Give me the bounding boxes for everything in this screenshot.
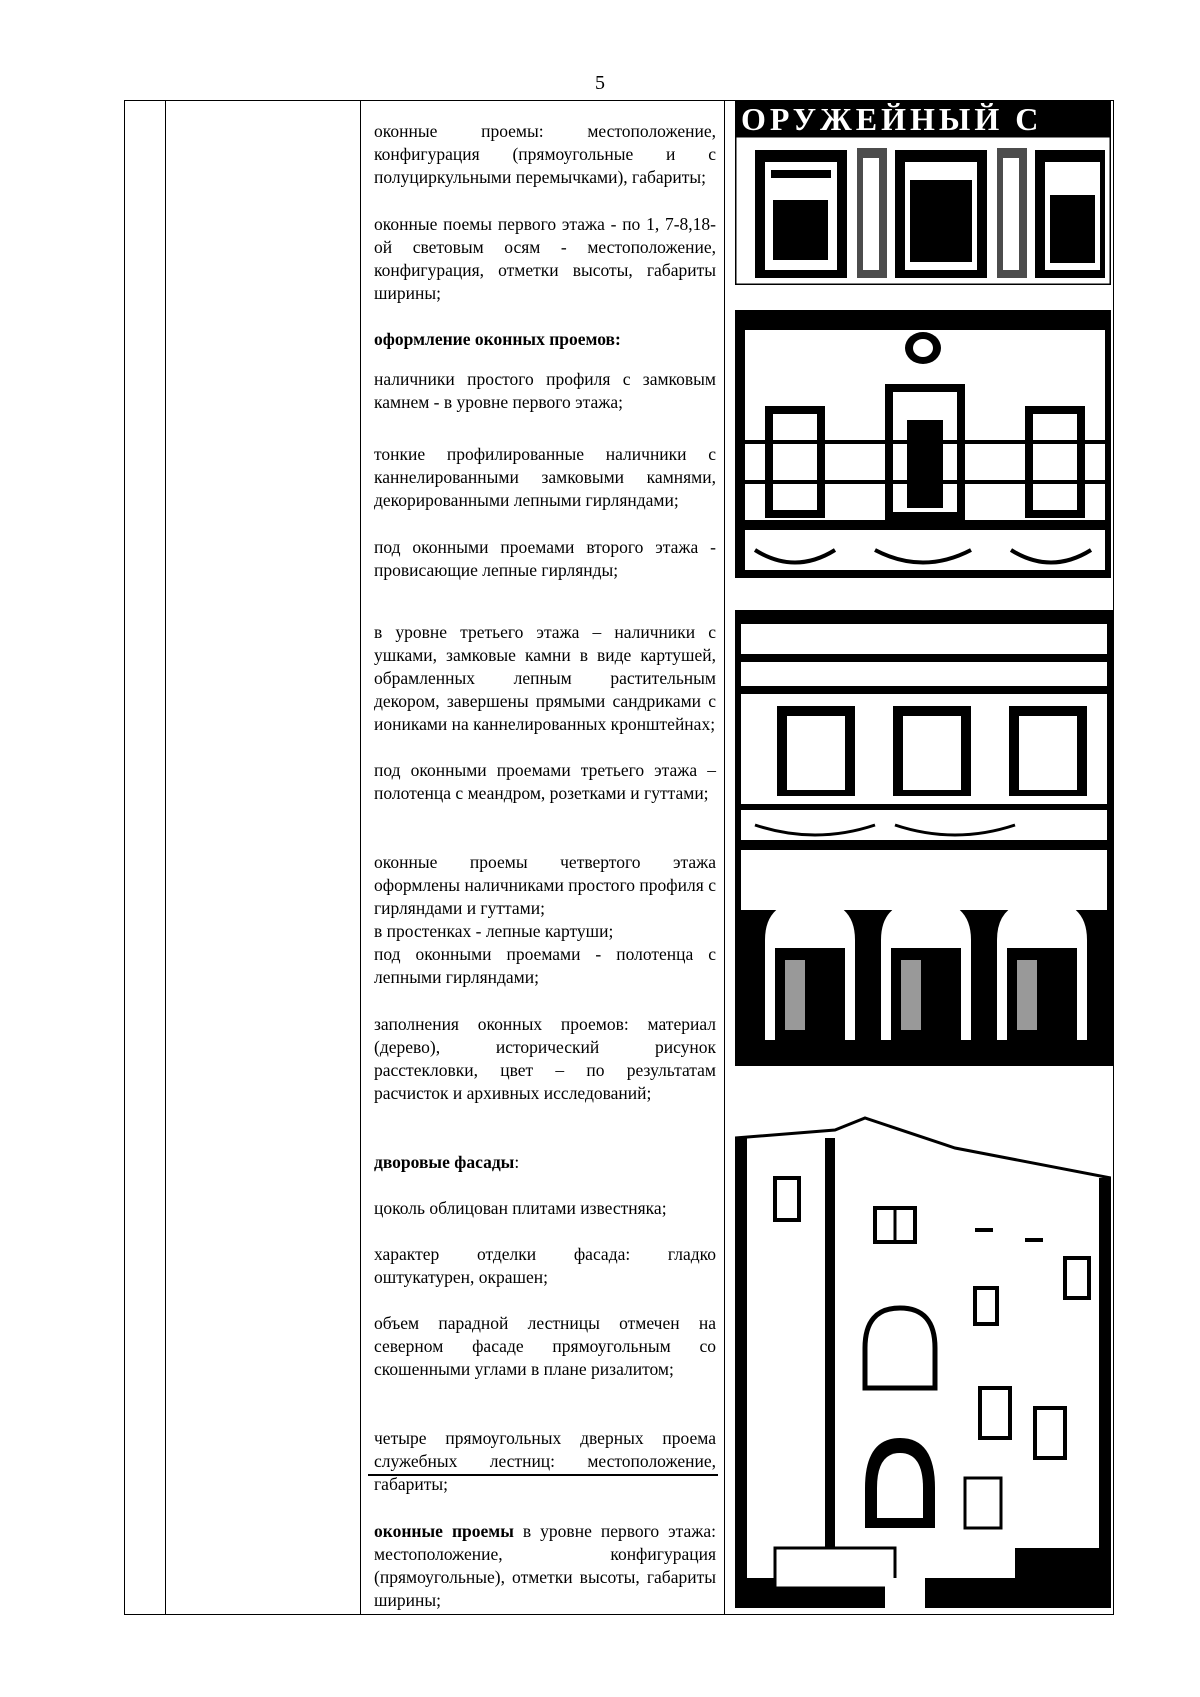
text-block-11: заполнения оконных проемов: материал (дерево), исторический рисунок расстекловки, цвет – по результатам расчисток и архивных исследований; (374, 1013, 716, 1103)
text-block-8: оконные проемы четвертого этажа оформлены наличниками простого профиля с гирляндами и гуттами; (374, 851, 716, 918)
table-col-line-4 (724, 100, 725, 1615)
text-block-16: четыре прямоугольных дверных проема служебных лестниц: местоположение, габариты; (374, 1427, 716, 1494)
table-col-line-1 (124, 100, 125, 1615)
photo-window-surrounds (735, 310, 1111, 578)
text-block-17: оконные проемы в уровне первого этажа: местоположение, конфигурация (прямоугольные), отметки высоты, габариты ширины; (374, 1520, 716, 1610)
text-block-1: оконные проемы: местоположение, конфигурация (прямоугольные и с полуциркульными перемычками), габариты; (374, 120, 716, 187)
text-block-9: в простенках - лепные картуши; (374, 920, 614, 941)
section-heading-window-decoration: оформление оконных проемов: (374, 328, 621, 349)
section-heading-ground-windows: оконные проемы (374, 1520, 514, 1541)
text-block-4: тонкие профилированные наличники с каннелированными замковыми камнями, декорированными лепными гирляндами; (374, 443, 716, 510)
photo-ground-floor (735, 100, 1111, 285)
page-number: 5 (595, 72, 605, 94)
text-block-5: под оконными проемами второго этажа - провисающие лепные гирлянды; (374, 536, 716, 580)
table-col-line-3 (360, 100, 361, 1615)
text-block-13: цоколь облицован плитами известняка; (374, 1197, 667, 1218)
text-block-12: дворовые фасады: (374, 1151, 520, 1172)
text-block-14: характер отделки фасада: гладко оштукатурен, окрашен; (374, 1243, 716, 1287)
photo-courtyard-facade (735, 1108, 1111, 1608)
text-block-2: оконные поемы первого этажа - по 1, 7-8,18-ой световым осям - местоположение, конфигурация, отметки высоты, габариты ширины; (374, 213, 716, 303)
text-block-6: в уровне третьего этажа – наличники с ушками, замковые камни в виде картушей, обрамленных лепным растительным декором, завершены прямыми сандриками с иониками на каннелированных кронштейнах; (374, 621, 716, 734)
table-col-line-2 (165, 100, 166, 1615)
shop-sign-text: ОРУЖЕЙНЫЙ С (741, 101, 1043, 137)
text-block-15: объем парадной лестницы отмечен на северном фасаде прямоугольным со скошенными углами в плане ризалитом; (374, 1312, 716, 1379)
table-col-line-5 (1113, 100, 1114, 1615)
text-block-3: оформление оконных проемов: наличники простого профиля с замковым камнем - в уровне первого этажа; (374, 328, 716, 412)
photo-upper-floors (735, 610, 1113, 1066)
text-block-10: под оконными проемами - полотенца с лепными гирляндами; (374, 943, 716, 987)
section-heading-courtyard: дворовые фасады (374, 1151, 515, 1172)
text-block-7: под оконными проемами третьего этажа – полотенца с меандром, розетками и гуттами; (374, 759, 716, 803)
